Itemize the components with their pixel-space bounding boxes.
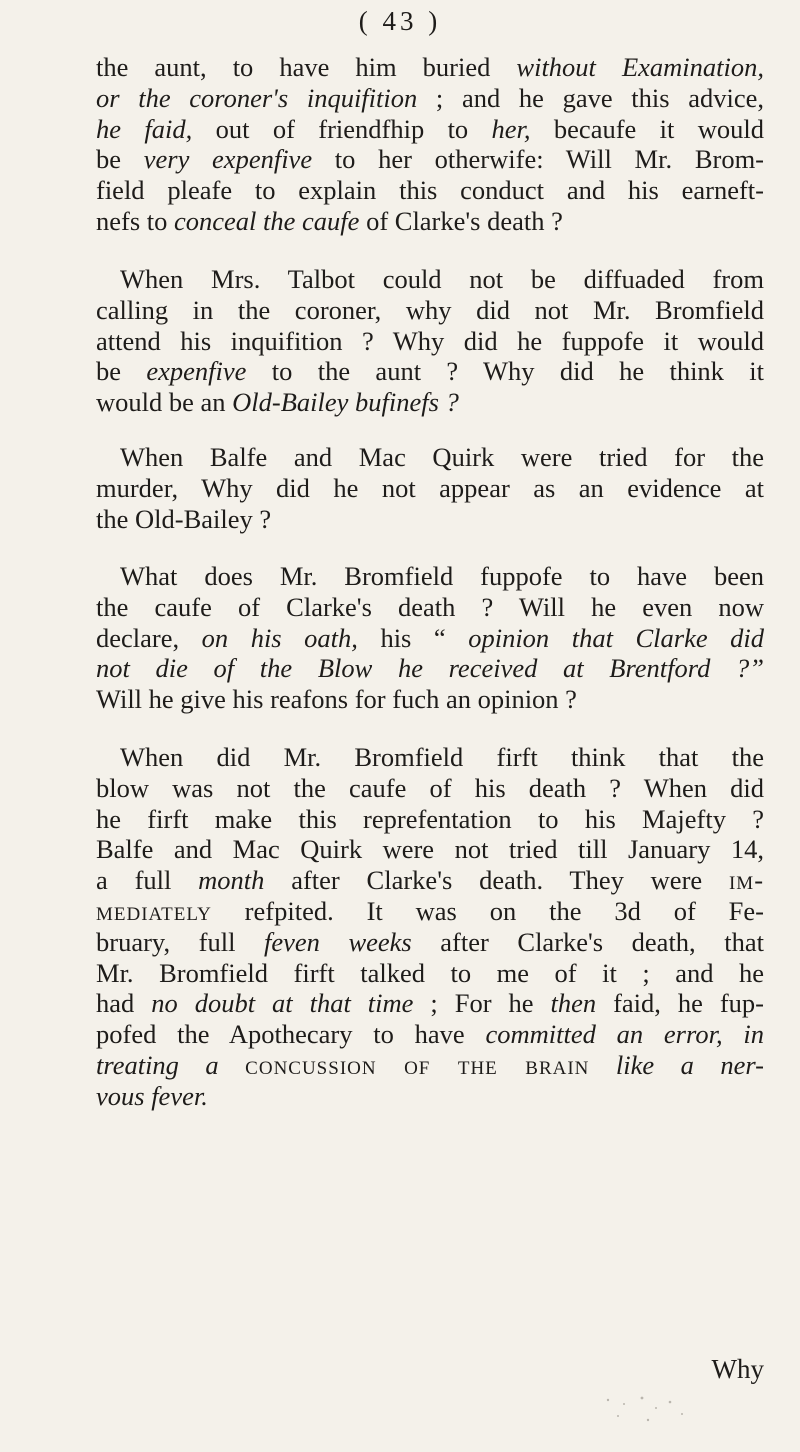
page-number: ( 43 ) — [358, 6, 442, 36]
paragraph-4 — [96, 561, 764, 715]
line: murder, Why did he not appear as an evidence at — [96, 472, 764, 503]
line: would be an Old-Bailey bufinefs ? — [96, 387, 459, 418]
line: the aunt, to have him buried without Examination, — [96, 52, 765, 82]
line: attend his inquifition ? Why did he fuppofe it would — [96, 325, 764, 356]
paper-specks — [590, 1390, 720, 1430]
paragraph-2 — [96, 264, 764, 418]
line: he firft make this reprefentation to his Majefty ? — [96, 803, 764, 834]
line: What does Mr. Bromfield fuppofe to have been — [120, 561, 764, 591]
line: nefs to conceal the caufe of Clarke's death ? — [96, 205, 563, 236]
line: a full month after Clarke's death. They were im- — [96, 865, 765, 896]
line: be expenfive to the aunt ? Why did he think it — [96, 356, 764, 387]
line: or the coroner's inquifition ; and he gave this advice, — [96, 82, 764, 113]
line: field pleafe to explain this conduct and his earneft- — [96, 175, 764, 206]
line: he faid, out of friendfhip to her, becaufe it would — [96, 113, 764, 144]
line: When Balfe and Mac Quirk were tried for the — [120, 442, 764, 472]
line: the caufe of Clarke's death ? Will he even now — [96, 591, 764, 622]
line: treating a concussion of the brain like a ner- — [96, 1049, 765, 1080]
paragraph-5 — [96, 742, 764, 1112]
line: calling in the coroner, why did not Mr. Bromfield — [96, 294, 764, 325]
line: declare, on his oath, his “ opinion that Clarke did — [96, 622, 764, 653]
line: be very expenfive to her otherwife: Will Mr. Brom- — [96, 144, 765, 175]
line: Mr. Bromfield firft talked to me of it ; and he — [96, 957, 764, 988]
line: the Old-Bailey ? — [96, 503, 272, 534]
paragraph-1 — [96, 52, 764, 237]
line: mediately refpited. It was on the 3d of Fe- — [96, 895, 764, 926]
line: blow was not the caufe of his death ? When did — [96, 772, 764, 803]
line: When Mrs. Talbot could not be diffuaded from — [120, 264, 764, 294]
line: When did Mr. Bromfield firft think that the — [120, 742, 764, 772]
line: Balfe and Mac Quirk were not tried till January 14, — [96, 834, 764, 865]
paragraph-3 — [96, 442, 764, 534]
line: Will he give his reafons for fuch an opinion ? — [96, 684, 577, 715]
catchword: Why — [711, 1354, 764, 1384]
line: vous fever. — [96, 1080, 208, 1111]
line: not die of the Blow he received at Brentford ?” — [96, 653, 764, 684]
line: bruary, full feven weeks after Clarke's death, that — [96, 926, 764, 957]
line: had no doubt at that time ; For he then faid, he fup- — [96, 988, 765, 1019]
line: pofed the Apothecary to have committed an error, in — [96, 1019, 764, 1050]
